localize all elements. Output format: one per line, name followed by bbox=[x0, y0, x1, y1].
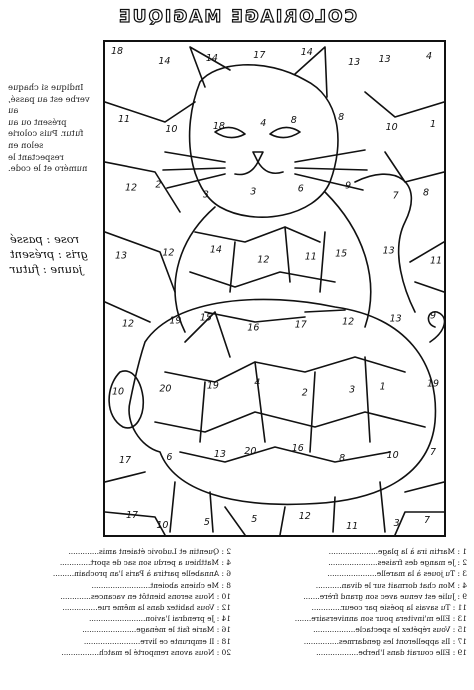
region-number: 3 bbox=[250, 186, 257, 198]
region-number: 12 bbox=[122, 318, 135, 330]
drawing-outlines bbox=[105, 47, 444, 535]
region-number: 1 bbox=[379, 381, 386, 393]
region-number: 17 bbox=[253, 50, 266, 61]
sentence-8: 8 : Me chiens aboient......................... bbox=[91, 580, 231, 590]
sentence-10: 10 : Nous serons bientôt en vacances............. bbox=[60, 591, 231, 601]
region-number: 4 bbox=[254, 377, 261, 389]
region-number: 12 bbox=[162, 247, 175, 259]
region-number: 7 bbox=[430, 446, 437, 458]
region-number: 11 bbox=[430, 255, 443, 267]
region-number: 10 bbox=[385, 122, 398, 134]
region-number: 16 bbox=[247, 322, 260, 334]
region-number: 18 bbox=[111, 46, 124, 57]
region-number: 13 bbox=[378, 54, 391, 65]
sentence-5: 3 : Tu joues à la marelle..................... bbox=[327, 569, 467, 579]
region-number: 10 bbox=[386, 449, 399, 461]
region-number: 8 bbox=[290, 115, 297, 127]
sentence-12: 12 : Vous habitez dans la même rue............... bbox=[62, 603, 231, 613]
region-number: 4 bbox=[426, 51, 433, 62]
sentences-column-even bbox=[6, 546, 231, 658]
color-legend bbox=[10, 232, 98, 277]
region-number: 14 bbox=[205, 53, 218, 64]
sentence-11: 11 : Tu savais la poésie par coeur............. bbox=[311, 603, 467, 613]
region-number: 8 bbox=[339, 452, 346, 464]
coloring-picture bbox=[103, 40, 446, 537]
region-number: 14 bbox=[209, 244, 222, 256]
sentence-9: 9 : Julie est venue avec son grand frère....... bbox=[303, 591, 467, 601]
legend-item-past: rose : passé bbox=[10, 232, 80, 246]
region-number: 12 bbox=[342, 316, 355, 328]
region-number: 14 bbox=[300, 47, 313, 58]
region-number: 6 bbox=[297, 183, 304, 195]
region-number: 15 bbox=[335, 248, 348, 260]
region-number: 3 bbox=[202, 189, 209, 201]
sentences-section bbox=[6, 546, 468, 686]
region-numbers bbox=[111, 46, 442, 532]
region-number: 7 bbox=[424, 515, 431, 526]
region-number: 16 bbox=[291, 442, 304, 454]
region-number: 17 bbox=[294, 319, 307, 331]
region-number: 7 bbox=[392, 190, 399, 202]
region-number: 2 bbox=[155, 179, 162, 191]
sentence-17: 17 : Ils appelleront les gendarmes............... bbox=[303, 636, 467, 646]
region-number: 15 bbox=[199, 312, 212, 324]
region-number: 10 bbox=[112, 386, 125, 398]
region-number: 18 bbox=[212, 121, 225, 133]
sentence-15: 15 : Vous répétez le spectacle.................. bbox=[313, 625, 467, 635]
sentence-4: 4 : Matthieu a perdu son sac de sport............. bbox=[59, 558, 231, 568]
sentence-13: 13 : Elle m'invitera pour son anniversaire....... bbox=[294, 614, 467, 624]
region-number: 10 bbox=[156, 520, 169, 531]
region-number: 19 bbox=[169, 315, 182, 327]
instructions-text: Indique si chaque verbe est au passé, au présent ou au futur. Puis colorie selon en respectant le numéro et le code. bbox=[8, 82, 90, 174]
region-number: 2 bbox=[301, 387, 308, 399]
region-number: 4 bbox=[260, 118, 267, 130]
region-number: 3 bbox=[393, 518, 400, 529]
sentence-18: 18 : Il emprunte ce livre........................ bbox=[83, 636, 231, 646]
sentences-column-odd bbox=[242, 546, 467, 658]
region-number: 13 bbox=[115, 250, 128, 262]
region-number: 20 bbox=[159, 383, 172, 395]
region-number: 10 bbox=[165, 124, 178, 136]
region-number: 8 bbox=[338, 112, 345, 124]
region-number: 6 bbox=[166, 451, 173, 463]
region-number: 17 bbox=[126, 510, 139, 521]
region-number: 12 bbox=[125, 182, 138, 194]
region-number: 13 bbox=[389, 313, 402, 325]
region-number: 19 bbox=[427, 378, 440, 390]
sentence-19: 19 : Elle courait dans l'herbe.................. bbox=[316, 647, 467, 657]
cat-pig-drawing bbox=[105, 42, 444, 535]
sentence-1: 1 : Martin ira à la plage..................... bbox=[328, 547, 467, 556]
region-number: 14 bbox=[158, 56, 171, 67]
region-number: 3 bbox=[349, 384, 356, 396]
region-number: 13 bbox=[348, 57, 361, 68]
sentence-14: 14 : Je prendrai l'avion........................ bbox=[89, 614, 231, 624]
region-number: 11 bbox=[304, 251, 317, 263]
sentence-2: 2 : Quentin et Ludovic étaient amis............. bbox=[68, 547, 231, 556]
region-number: 17 bbox=[119, 454, 132, 466]
sentence-3: 2 : Je mange des fraises..................... bbox=[328, 558, 467, 568]
region-number: 11 bbox=[346, 521, 359, 532]
region-number: 1 bbox=[430, 119, 437, 131]
legend-item-future: jaune : futur bbox=[10, 262, 83, 276]
region-number: 8 bbox=[423, 187, 430, 199]
sentence-6: 6 : Annabelle partira à Paris l'an prochain......... bbox=[52, 569, 231, 579]
region-number: 20 bbox=[244, 445, 257, 457]
page-title: COLORIAGE MAGIQUE bbox=[117, 7, 357, 27]
region-number: 11 bbox=[118, 114, 131, 126]
sentence-20: 20 : Nous avons remporté le match................ bbox=[61, 647, 231, 657]
region-number: 19 bbox=[206, 380, 219, 392]
sentence-7: 4 : Mon chat dormait sur le divan........... bbox=[315, 580, 467, 590]
region-number: 9 bbox=[430, 310, 437, 322]
legend-item-present: gris : présent bbox=[10, 247, 89, 261]
region-number: 9 bbox=[345, 180, 352, 192]
region-number: 5 bbox=[203, 517, 210, 528]
region-number: 13 bbox=[213, 448, 226, 460]
region-number: 13 bbox=[382, 245, 395, 257]
region-number: 12 bbox=[298, 511, 311, 522]
region-number: 5 bbox=[251, 514, 258, 525]
region-number: 12 bbox=[257, 254, 270, 266]
sentence-16: 16 : Marie fait le ménage....................... bbox=[82, 625, 231, 635]
